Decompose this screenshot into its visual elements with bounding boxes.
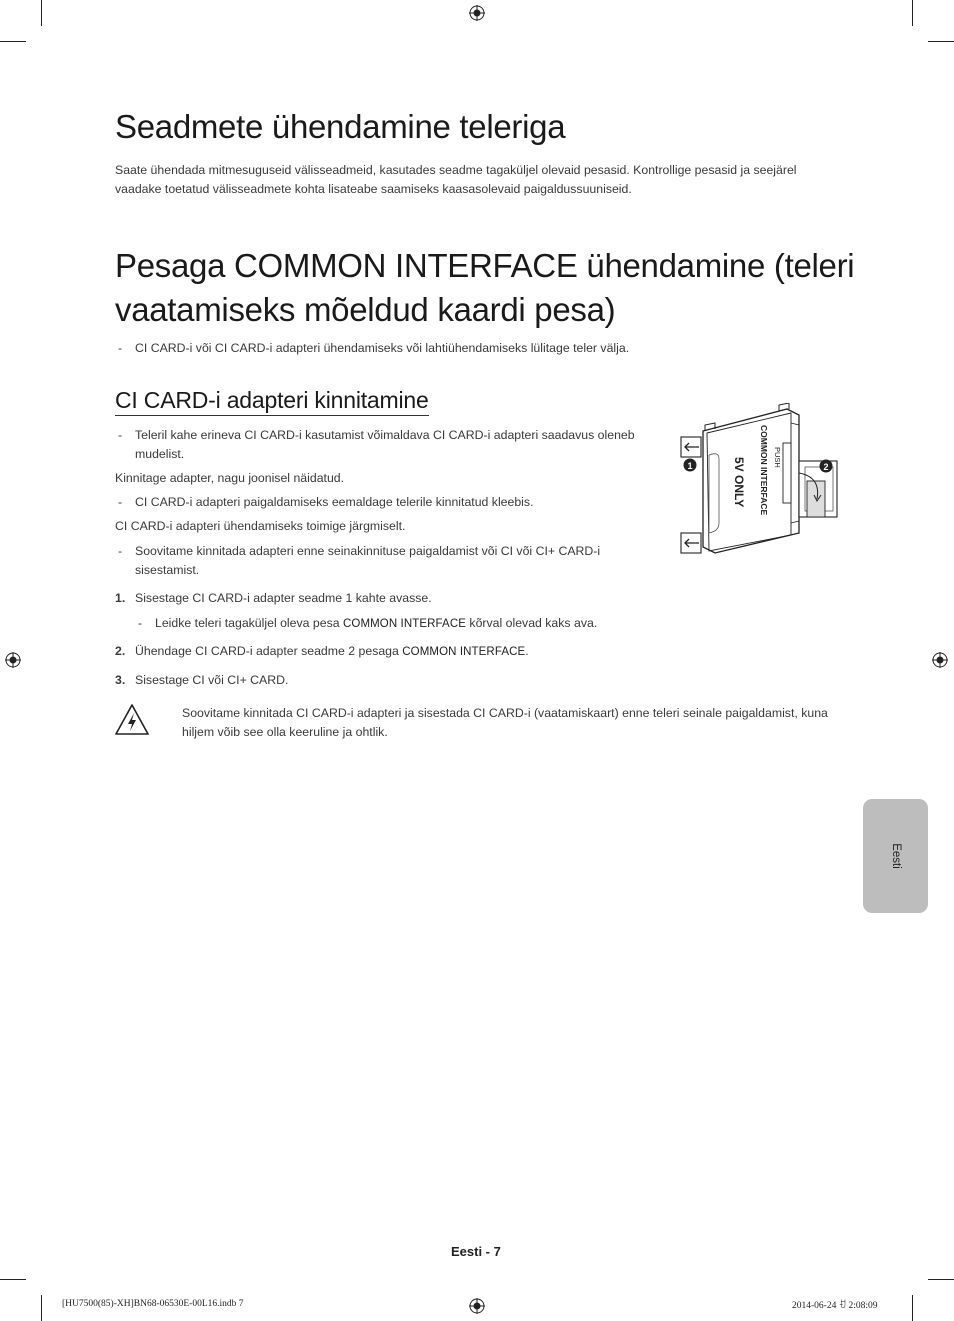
crop-mark xyxy=(0,1279,26,1280)
body-line: Kinnitage adapter, nagu joonisel näidatud. xyxy=(115,471,345,485)
crop-mark xyxy=(928,41,954,42)
list-dash: - xyxy=(118,495,123,509)
bullet-text: Soovitame kinnitada adapteri enne seinakinnituse paigaldamist või CI või CI+ CARD-i sisestamist. xyxy=(135,544,601,577)
section-note: CI CARD-i või CI CARD-i adapteri ühendamiseks või lahtiühendamiseks lülitage teler välja. xyxy=(135,341,630,355)
step-number: 3. xyxy=(115,673,126,687)
step-subtext-post: kõrval olevad kaks ava. xyxy=(466,616,598,630)
page-title: Seadmete ühendamine teleriga xyxy=(115,108,566,145)
crop-mark xyxy=(912,1295,913,1321)
step-number: 2. xyxy=(115,644,126,658)
step-text-post: . xyxy=(525,644,529,658)
list-dash: - xyxy=(138,616,143,630)
subsection-title: CI CARD-i adapteri kinnitamine xyxy=(115,387,429,416)
registration-mark-icon xyxy=(932,652,948,668)
ci-adapter-illustration xyxy=(675,403,845,558)
registration-mark-icon xyxy=(5,652,21,668)
figure-marker-2: 2 xyxy=(823,462,829,472)
list-dash: - xyxy=(118,544,123,558)
keyword-common-interface: COMMON INTERFACE xyxy=(343,618,466,630)
step-subtext xyxy=(155,614,755,634)
language-side-tab xyxy=(863,799,928,913)
figure-label-push: PUSH xyxy=(773,447,782,468)
warning-text: Soovitame kinnitada CI CARD-i adapteri ja sisestada CI CARD-i (vaatamiskaart) enne teleri seinale paigaldamist, kuna hiljem võib see olla keeruline ja ohtlik. xyxy=(182,706,828,739)
footer-timestamp: 2014-06-24 ꀀ 2:08:09 xyxy=(792,1301,878,1311)
step-text: Sisestage CI või CI+ CARD. xyxy=(135,673,289,687)
language-side-tab-label: Eesti xyxy=(889,843,902,869)
crop-mark xyxy=(912,0,913,26)
body-line: CI CARD-i adapteri ühendamiseks toimige järgmiselt. xyxy=(115,519,406,533)
warning-icon xyxy=(114,703,150,737)
figure-label-common-interface: COMMON INTERFACE xyxy=(759,425,769,516)
step-text xyxy=(135,642,735,662)
figure-marker-1: 1 xyxy=(687,461,693,471)
step-text: Sisestage CI CARD-i adapter seadme 1 kahte avasse. xyxy=(135,591,432,605)
bullet-text: CI CARD-i adapteri paigaldamiseks eemaldage telerile kinnitatud kleebis. xyxy=(135,495,534,509)
crop-mark xyxy=(41,1295,42,1321)
crop-mark xyxy=(928,1279,954,1280)
registration-mark-icon xyxy=(469,5,485,21)
bullet-text: Teleril kahe erineva CI CARD-i kasutamist võimaldava CI CARD-i adapteri saadavus oleneb mudelist. xyxy=(135,428,635,461)
section-title: Pesaga COMMON INTERFACE ühendamine (teleri vaatamiseks mõeldud kaardi pesa) xyxy=(115,247,855,328)
step-text-pre: Ühendage CI CARD-i adapter seadme 2 pesaga xyxy=(135,644,403,658)
crop-mark xyxy=(41,0,42,26)
list-dash: - xyxy=(118,341,123,355)
step-subtext-pre: Leidke teleri tagaküljel oleva pesa xyxy=(155,616,343,630)
intro-text: Saate ühendada mitmesuguseid välisseadmeid, kasutades seadme tagaküljel olevaid pesasid. Kontrollige pesasid ja seejärel vaadake toetatud välisseadmete kohta lisateabe saamiseks kaasasolevaid paigaldussuuniseid. xyxy=(115,163,797,196)
crop-mark xyxy=(0,41,26,42)
page-number: Eesti - 7 xyxy=(451,1244,501,1259)
keyword-common-interface: COMMON INTERFACE xyxy=(402,646,526,658)
footer-file-info: [HU7500(85)-XH]BN68-06530E-00L16.indb 7 xyxy=(62,1299,244,1309)
step-number: 1. xyxy=(115,591,126,605)
figure-label-5v-only: 5V ONLY xyxy=(732,457,746,508)
registration-mark-icon xyxy=(469,1298,485,1314)
list-dash: - xyxy=(118,428,123,442)
